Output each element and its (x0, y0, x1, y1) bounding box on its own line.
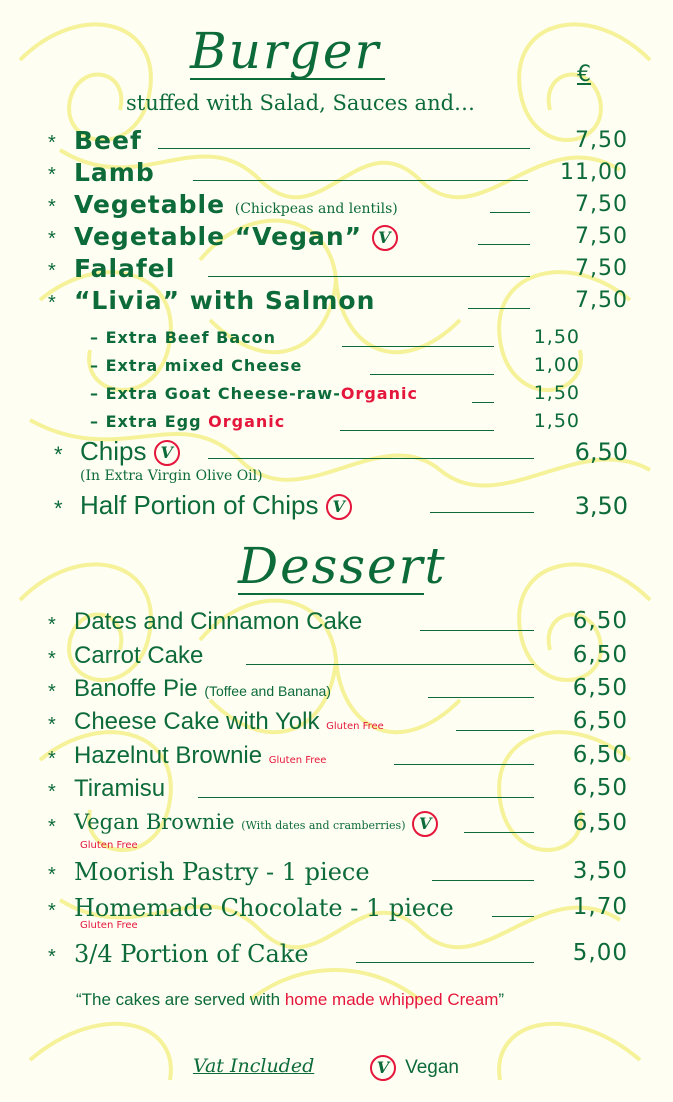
leader-line (464, 832, 534, 833)
item-price: 6,50 (572, 642, 628, 668)
item-price: 6,50 (572, 775, 628, 801)
item-name-text: Half Portion of Chips (80, 490, 319, 520)
item-name: Beef (74, 126, 142, 155)
leader-line (490, 212, 530, 213)
gluten-free-label: Gluten Free (326, 721, 384, 732)
organic-label: Organic (340, 384, 418, 403)
dessert-item-dates-cake (48, 610, 628, 640)
extra-price: 1,00 (533, 354, 580, 376)
item-name-text: Cheese Cake with Yolk (74, 708, 320, 735)
gluten-free-label: Gluten Free (80, 920, 138, 931)
dessert-item-tiramisu (48, 777, 628, 807)
dessert-item-banoffe-pie (48, 677, 628, 707)
vegan-v-icon: V (412, 811, 438, 837)
gluten-free-label: Gluten Free (268, 755, 327, 766)
cake-footnote (76, 990, 504, 1010)
vegan-v-icon: V (154, 440, 180, 466)
leader-line (394, 764, 534, 765)
item-name: Homemade Chocolate - 1 piece (74, 894, 454, 922)
leader-line (158, 148, 530, 149)
item-price: 11,00 (560, 160, 628, 185)
item-price: 5,00 (572, 940, 628, 966)
bullet-star: * (48, 748, 56, 770)
item-note: (In Extra Virgin Olive Oil) (80, 468, 263, 484)
item-name (74, 190, 398, 219)
bullet-star: * (48, 681, 56, 703)
leader-line (356, 962, 534, 963)
extra-price: 1,50 (533, 410, 580, 432)
dessert-item-homemade-chocolate (48, 896, 628, 936)
bullet-star: * (54, 496, 63, 521)
leader-line (208, 276, 530, 277)
item-price: 6,50 (574, 438, 628, 466)
extra-name-text: – Extra Egg (90, 412, 202, 431)
item-name: Falafel (74, 254, 176, 283)
burger-title-underline (190, 78, 385, 80)
item-price: 7,50 (575, 256, 628, 281)
extra-name-text: – Extra Goat Cheese-raw- (90, 384, 341, 403)
leader-line (246, 664, 534, 665)
extra-name (90, 384, 418, 403)
item-name: Tiramisu (74, 775, 166, 802)
leader-line (198, 797, 534, 798)
dessert-title: Dessert (238, 537, 447, 595)
bullet-star: * (54, 442, 63, 467)
item-name-text: Vegetable (74, 190, 226, 219)
item-name: Moorish Pastry - 1 piece (74, 858, 370, 886)
bullet-star: * (48, 946, 56, 968)
item-name (74, 810, 438, 837)
leader-line (468, 308, 530, 309)
leader-line (420, 630, 534, 631)
item-name (74, 708, 384, 736)
leader-line (456, 730, 534, 731)
burger-item-vegetable (48, 190, 628, 224)
item-name (74, 222, 398, 251)
burger-item-livia-salmon (48, 286, 628, 320)
vat-included: Vat Included (193, 1055, 315, 1077)
item-price: 7,50 (575, 288, 628, 313)
dessert-item-moorish-pastry (48, 860, 628, 890)
dessert-item-carrot-cake (48, 644, 628, 674)
leader-line (478, 244, 530, 245)
vegan-legend-label: Vegan (405, 1057, 459, 1078)
bullet-star: * (48, 260, 56, 282)
item-price: 6,50 (572, 608, 628, 634)
burger-item-chips (48, 436, 628, 486)
item-name: Lamb (74, 158, 155, 187)
extra-price: 1,50 (533, 326, 580, 348)
item-price: 3,50 (574, 492, 628, 520)
dessert-item-cheese-cake (48, 710, 628, 740)
item-price: 6,50 (572, 708, 628, 734)
leader-line (370, 374, 494, 375)
bullet-star: * (48, 816, 56, 838)
item-name: 3/4 Portion of Cake (74, 940, 309, 968)
footnote-end: ” (498, 990, 505, 1009)
extra-egg (90, 412, 580, 438)
burger-item-falafel (48, 254, 628, 288)
item-price: 7,50 (575, 192, 628, 217)
item-name-text: Hazelnut Brownie (74, 742, 263, 769)
extra-price: 1,50 (533, 382, 580, 404)
bullet-star: * (48, 781, 56, 803)
bullet-star: * (48, 864, 56, 886)
vegan-v-icon: V (372, 225, 398, 251)
leader-line (432, 880, 534, 881)
item-price: 6,50 (572, 675, 628, 701)
item-name-text: Vegan Brownie (74, 810, 235, 834)
footnote-highlight: home made whipped Cream (284, 990, 499, 1009)
burger-subtitle: stuffed with Salad, Sauces and… (126, 91, 476, 115)
bullet-star: * (48, 228, 56, 250)
item-note: (Toffee and Banana) (204, 683, 331, 699)
burger-item-beef (48, 126, 628, 160)
item-price: 1,70 (572, 894, 628, 920)
burger-item-lamb (48, 158, 628, 192)
organic-label: Organic (208, 412, 286, 431)
leader-line (208, 458, 534, 459)
dessert-title-underline (238, 593, 424, 595)
item-price: 7,50 (575, 128, 628, 153)
burger-item-half-chips (48, 490, 628, 524)
vegan-v-icon: V (370, 1055, 396, 1081)
item-name: “Livia” with Salmon (74, 286, 376, 315)
footnote-text: “The cakes are served with (76, 990, 285, 1009)
item-price: 3,50 (572, 858, 628, 884)
leader-line (428, 697, 534, 698)
item-price: 6,50 (572, 742, 628, 768)
vegan-legend (370, 1055, 459, 1081)
leader-line (492, 916, 534, 917)
extra-mixed-cheese (90, 356, 580, 382)
bullet-star: * (48, 614, 56, 636)
item-name (80, 490, 352, 521)
burger-title: Burger (190, 22, 381, 80)
extra-name: – Extra mixed Cheese (90, 356, 303, 375)
gluten-free-label: Gluten Free (80, 840, 138, 851)
extra-beef-bacon (90, 328, 580, 354)
vegan-v-icon: V (326, 494, 352, 520)
leader-line (342, 346, 494, 347)
bullet-star: * (48, 164, 56, 186)
extra-goat-cheese (90, 384, 580, 410)
leader-line (430, 512, 534, 513)
item-name: Carrot Cake (74, 642, 204, 669)
item-price: 7,50 (575, 224, 628, 249)
currency-symbol: € (577, 62, 591, 87)
dessert-item-portion-cake (48, 942, 628, 972)
bullet-star: * (48, 292, 56, 314)
leader-line (193, 180, 528, 181)
item-note: (With dates and cramberries) (241, 819, 406, 832)
dessert-item-hazelnut-brownie (48, 744, 628, 774)
extra-name: – Extra Beef Bacon (90, 328, 277, 347)
bullet-star: * (48, 900, 56, 922)
item-note: (Chickpeas and lentils) (234, 201, 398, 217)
item-name (74, 675, 331, 703)
item-name-text: Vegetable “Vegan” (74, 222, 363, 251)
dessert-item-vegan-brownie (48, 812, 628, 852)
item-name-text: Chips (80, 436, 147, 466)
item-name (80, 436, 180, 467)
burger-item-vegetable-vegan (48, 222, 628, 256)
item-name (74, 742, 326, 770)
leader-line (340, 430, 494, 431)
item-name: Dates and Cinnamon Cake (74, 608, 363, 635)
bullet-star: * (48, 648, 56, 670)
item-price: 6,50 (572, 810, 628, 836)
bullet-star: * (48, 196, 56, 218)
bullet-star: * (48, 714, 56, 736)
bullet-star: * (48, 132, 56, 154)
item-name-text: Banoffe Pie (74, 675, 198, 702)
leader-line (472, 402, 494, 403)
extra-name (90, 412, 285, 431)
